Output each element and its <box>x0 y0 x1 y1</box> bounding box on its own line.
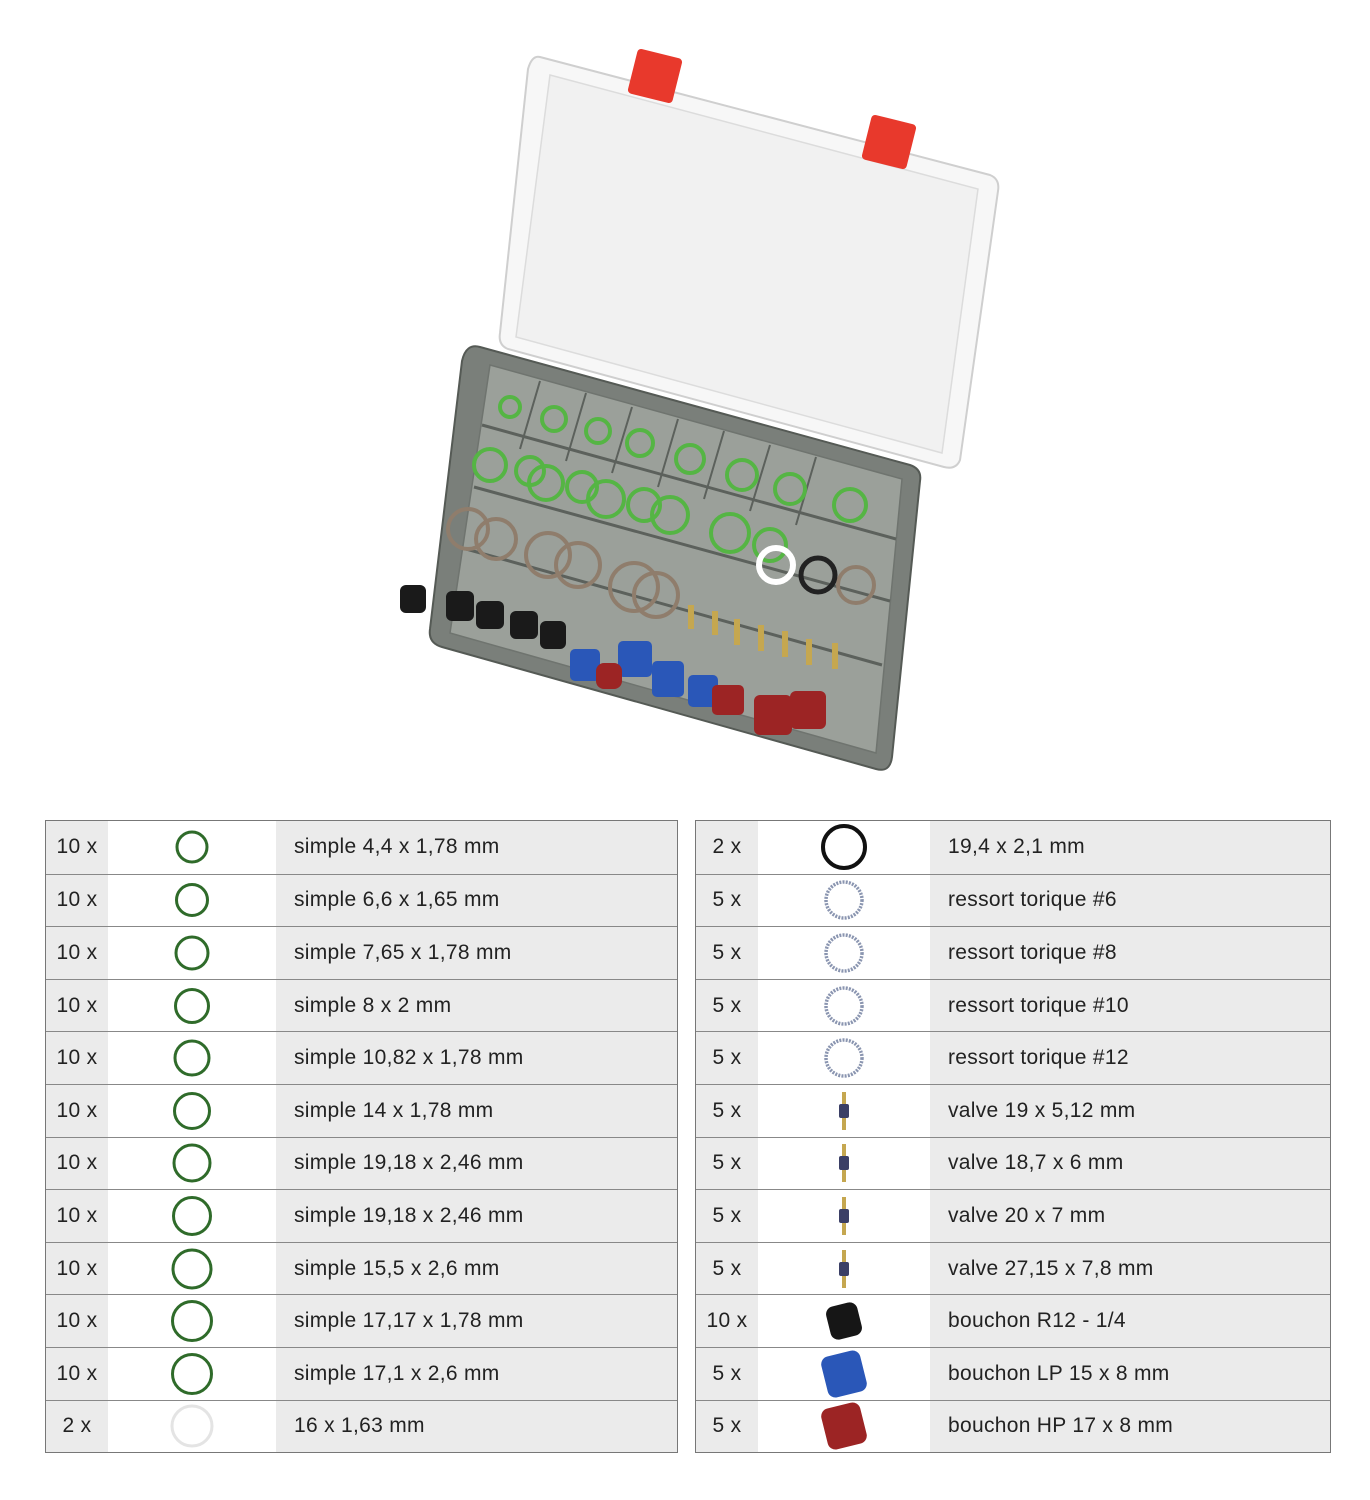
quantity-cell: 10 x <box>46 821 108 874</box>
green-o-ring-icon <box>162 1244 222 1294</box>
part-icon-cell <box>758 980 930 1032</box>
description-cell: bouchon HP 17 x 8 mm <box>930 1401 1330 1453</box>
quantity-cell: 2 x <box>696 821 758 874</box>
quantity-cell: 10 x <box>46 1348 108 1400</box>
blue-cap-icon <box>814 1349 874 1399</box>
quantity-cell: 5 x <box>696 1138 758 1190</box>
valve-core-icon <box>814 1191 874 1241</box>
quantity-cell: 10 x <box>46 1295 108 1347</box>
green-o-ring-icon <box>162 875 222 925</box>
table-row <box>46 1242 677 1295</box>
quantity-cell: 5 x <box>696 1243 758 1295</box>
quantity-cell: 5 x <box>696 1190 758 1242</box>
part-icon-cell <box>758 1243 930 1295</box>
description-cell: valve 19 x 5,12 mm <box>930 1085 1330 1137</box>
quantity-cell: 5 x <box>696 927 758 979</box>
table-row <box>696 1242 1330 1295</box>
table-row <box>46 1189 677 1242</box>
table-row <box>696 1137 1330 1190</box>
part-icon-cell <box>758 1190 930 1242</box>
part-icon-cell <box>108 1085 276 1137</box>
table-row <box>696 1294 1330 1347</box>
description-cell: simple 4,4 x 1,78 mm <box>276 821 677 874</box>
black-o-ring-icon <box>814 822 874 872</box>
valve-core-icon <box>814 1244 874 1294</box>
table-row <box>696 1084 1330 1137</box>
green-o-ring-icon <box>162 1033 222 1083</box>
description-cell: bouchon LP 15 x 8 mm <box>930 1348 1330 1400</box>
description-cell: simple 19,18 x 2,46 mm <box>276 1190 677 1242</box>
table-row <box>46 926 677 979</box>
quantity-cell: 10 x <box>696 1295 758 1347</box>
quantity-cell: 10 x <box>46 1032 108 1084</box>
quantity-cell: 10 x <box>46 1138 108 1190</box>
garter-spring-icon <box>814 981 874 1031</box>
table-row <box>696 1400 1330 1453</box>
garter-spring-icon <box>814 1033 874 1083</box>
table-row <box>696 1347 1330 1400</box>
table-row <box>46 874 677 927</box>
description-cell: simple 19,18 x 2,46 mm <box>276 1138 677 1190</box>
quantity-cell: 10 x <box>46 875 108 927</box>
table-row <box>46 1400 677 1453</box>
green-o-ring-icon <box>162 1138 222 1188</box>
quantity-cell: 10 x <box>46 1190 108 1242</box>
part-icon-cell <box>108 1190 276 1242</box>
part-icon-cell <box>758 821 930 874</box>
table-row <box>46 821 677 874</box>
part-icon-cell <box>758 1295 930 1347</box>
valve-core-icon <box>814 1086 874 1136</box>
description-cell: ressort torique #12 <box>930 1032 1330 1084</box>
part-icon-cell <box>758 1138 930 1190</box>
description-cell: simple 17,1 x 2,6 mm <box>276 1348 677 1400</box>
description-cell: valve 18,7 x 6 mm <box>930 1138 1330 1190</box>
green-o-ring-icon <box>162 1191 222 1241</box>
part-icon-cell <box>108 1401 276 1453</box>
description-cell: simple 7,65 x 1,78 mm <box>276 927 677 979</box>
description-cell: simple 8 x 2 mm <box>276 980 677 1032</box>
description-cell: valve 27,15 x 7,8 mm <box>930 1243 1330 1295</box>
green-o-ring-icon <box>162 822 222 872</box>
part-icon-cell <box>108 875 276 927</box>
table-row <box>46 1137 677 1190</box>
part-icon-cell <box>108 1243 276 1295</box>
description-cell: simple 15,5 x 2,6 mm <box>276 1243 677 1295</box>
part-icon-cell <box>758 875 930 927</box>
table-row <box>46 1294 677 1347</box>
description-cell: simple 17,17 x 1,78 mm <box>276 1295 677 1347</box>
table-row <box>46 1031 677 1084</box>
part-icon-cell <box>108 980 276 1032</box>
part-icon-cell <box>108 1295 276 1347</box>
part-icon-cell <box>758 927 930 979</box>
quantity-cell: 5 x <box>696 875 758 927</box>
part-icon-cell <box>108 821 276 874</box>
description-cell: ressort torique #8 <box>930 927 1330 979</box>
description-cell: simple 14 x 1,78 mm <box>276 1085 677 1137</box>
garter-spring-icon <box>814 928 874 978</box>
table-row <box>696 979 1330 1032</box>
red-cap-icon <box>814 1401 874 1451</box>
black-cap-icon <box>814 1296 874 1346</box>
quantity-cell: 5 x <box>696 1085 758 1137</box>
quantity-cell: 10 x <box>46 927 108 979</box>
table-row <box>696 1189 1330 1242</box>
white-o-ring-icon <box>162 1401 222 1451</box>
table-row <box>46 1347 677 1400</box>
part-icon-cell <box>108 1032 276 1084</box>
parts-table-right <box>695 820 1331 1453</box>
description-cell: ressort torique #6 <box>930 875 1330 927</box>
part-icon-cell <box>108 1348 276 1400</box>
part-icon-cell <box>758 1348 930 1400</box>
table-row <box>696 926 1330 979</box>
quantity-cell: 10 x <box>46 1085 108 1137</box>
description-cell: bouchon R12 - 1/4 <box>930 1295 1330 1347</box>
green-o-ring-icon <box>162 928 222 978</box>
product-photo-organizer-box <box>350 35 1030 795</box>
green-o-ring-icon <box>162 1296 222 1346</box>
quantity-cell: 5 x <box>696 1401 758 1453</box>
table-row <box>696 821 1330 874</box>
quantity-cell: 5 x <box>696 1348 758 1400</box>
part-icon-cell <box>758 1085 930 1137</box>
part-icon-cell <box>758 1032 930 1084</box>
table-row <box>46 1084 677 1137</box>
quantity-cell: 10 x <box>46 1243 108 1295</box>
quantity-cell: 10 x <box>46 980 108 1032</box>
table-row <box>46 979 677 1032</box>
part-icon-cell <box>108 1138 276 1190</box>
description-cell: 16 x 1,63 mm <box>276 1401 677 1453</box>
table-row <box>696 874 1330 927</box>
valve-core-icon <box>814 1138 874 1188</box>
description-cell: valve 20 x 7 mm <box>930 1190 1330 1242</box>
table-row <box>696 1031 1330 1084</box>
green-o-ring-icon <box>162 1086 222 1136</box>
description-cell: simple 6,6 x 1,65 mm <box>276 875 677 927</box>
part-icon-cell <box>108 927 276 979</box>
garter-spring-icon <box>814 875 874 925</box>
green-o-ring-icon <box>162 1349 222 1399</box>
quantity-cell: 5 x <box>696 1032 758 1084</box>
quantity-cell: 2 x <box>46 1401 108 1453</box>
green-o-ring-icon <box>162 981 222 1031</box>
description-cell: 19,4 x 2,1 mm <box>930 821 1330 874</box>
description-cell: simple 10,82 x 1,78 mm <box>276 1032 677 1084</box>
description-cell: ressort torique #10 <box>930 980 1330 1032</box>
parts-table-left <box>45 820 678 1453</box>
quantity-cell: 5 x <box>696 980 758 1032</box>
part-icon-cell <box>758 1401 930 1453</box>
